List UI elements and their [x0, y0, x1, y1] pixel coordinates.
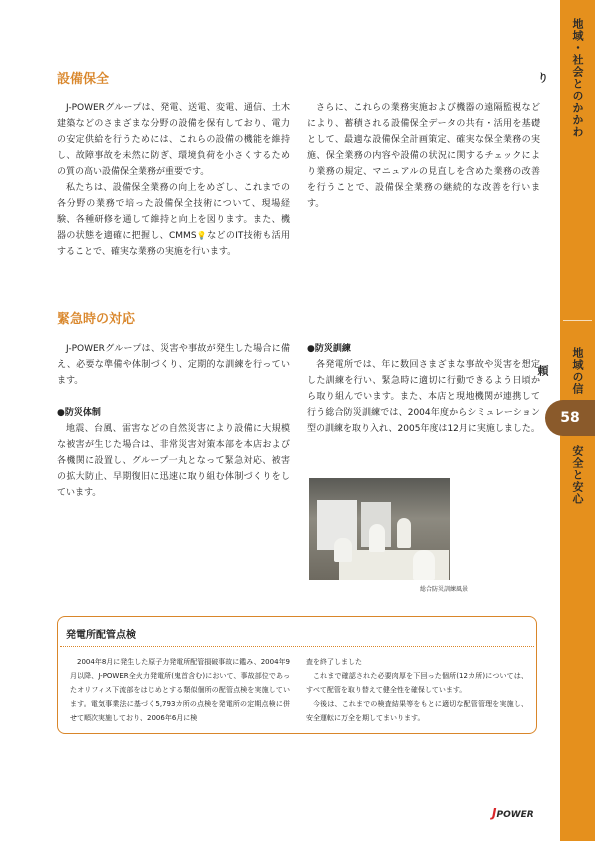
paragraph: J-POWERグループは、発電、送電、変電、通信、土木建築などのさまざまな分野の設備を保有しており、電力の安定供給を行うためには、これらの設備の機能を維持し、故障事故を未然に防ぎ、環境負荷を小さくするための質の高い設備保全業務が重要です。	[57, 103, 290, 177]
person	[397, 518, 411, 548]
paragraph: 査を終了しました	[306, 658, 362, 666]
paragraph: これまで確認された必要肉厚を下回った個所(12カ所)については、すべて配管を取り替えて健全性を確保しています。	[306, 672, 528, 694]
maintenance-left-text	[57, 100, 290, 260]
info-box-right-text	[306, 655, 528, 725]
section-title-maintenance: 設備保全	[57, 72, 110, 87]
emergency-right-text	[307, 341, 540, 437]
jpower-logo	[492, 806, 534, 820]
emergency-left-text	[57, 341, 290, 501]
paragraph: 2004年8月に発生した原子力発電所配管損破事故に鑑み、2004年9月以降、J-POWER全火力発電所(鬼首含む)において、事故部位であったオリフィス下流部をはじめとする類似個所の配管点検を実施しています。電気事業法に基づく5,793カ所の点検を発電所の定期点検に併せて順次実施しており、2006年6月に検	[70, 658, 290, 722]
drill-photo	[309, 478, 450, 580]
person	[334, 538, 352, 562]
page-number: 58	[545, 400, 595, 436]
sidebar-divider	[563, 320, 592, 321]
sidebar-subsection-label-2: 安全と安心	[571, 445, 584, 505]
paragraph: J-POWERグループは、災害や事故が発生した場合に備え、必要な準備や体制づくり、定期的な訓練を行っています。	[57, 344, 290, 386]
subheading-disaster-system: ●防災体制	[57, 408, 101, 418]
sidebar-subsection-label: 地域の信頼	[536, 347, 584, 395]
info-box-title: 発電所配管点検	[66, 630, 136, 641]
person	[413, 550, 435, 580]
info-box-left-text	[70, 655, 290, 725]
paragraph-part: 私たちは、設備保全業務の向上をめざし、これまでの各分野の業務で培った設備保全技術について、現場経験、各種研修を通して維持と向上を図ります。また、機器の状態を適確に把握し、CMMS	[57, 183, 290, 241]
sidebar-section-label: 地域・社会とのかかわり	[536, 18, 584, 138]
paragraph: さらに、これらの業務実施および機器の遠隔監視などにより、蓄積される設備保全データの共有・活用を基礎として、最適な設備保全計画策定、確実な保全業務の実施、保全業務の内容や設備の状況に関するチェックにより業務の規定、マニュアルの見直しを含めた業務の改善を行うことで、設備保全業務の継続的な改善を行います。	[307, 103, 540, 209]
maintenance-right-text	[307, 100, 540, 212]
paragraph: 地震、台風、雷害などの自然災害により設備に大規模な被害が生じた場合は、非常災害対策本部を本店および各機関に設置し、グループ一丸となって緊急対応、被害の拡大防止、早期復旧に迅速に取り組む体制づくりをしています。	[57, 424, 290, 498]
person	[369, 524, 385, 552]
info-box-divider	[60, 646, 534, 648]
lightbulb-icon: 💡	[196, 231, 208, 240]
paragraph	[57, 180, 290, 260]
paragraph: 今後は、これまでの検査結果等をもとに適切な配管管理を実施し、安全運転に万全を期してまいります。	[306, 700, 528, 722]
subheading-disaster-drill: ●防災訓練	[307, 344, 351, 354]
logo-text: POWER	[496, 810, 534, 820]
section-title-emergency: 緊急時の対応	[57, 312, 136, 327]
logo-j: J	[492, 806, 497, 820]
paragraph: 各発電所では、年に数回さまざまな事故や災害を想定した訓練を行い、緊急時に適切に行動できるよう日頃から取り組んでいます。また、本店と現地機関が連携して行う総合防災訓練では、2004年度からシミュレーション型の訓練を取り入れ、2005年度は12月に実施しました。	[307, 360, 540, 434]
paragraph-part: などのIT技術も活用することで、確実な業務の実施を行います。	[57, 231, 291, 257]
photo-caption: 総合防災訓練風景	[420, 586, 469, 593]
